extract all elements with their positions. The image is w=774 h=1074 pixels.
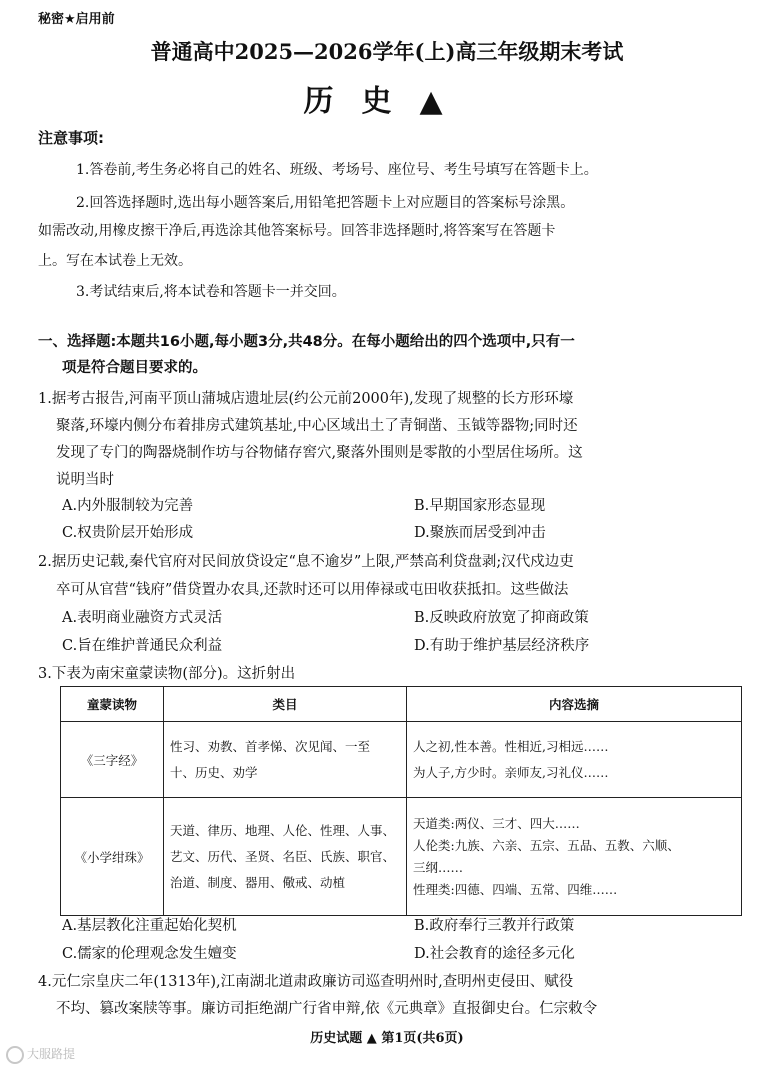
q3-table	[60, 686, 742, 916]
excerpt-line: 为人子,方少时。亲师友,习礼仪……	[413, 764, 609, 780]
page-footer: 历史试题 ▲ 第1页(共6页)	[310, 1031, 464, 1046]
q2-line-1: 2.据历史记载,秦代官府对民间放贷设定“息不逾岁”上限,严禁高利贷盘剥;汉代戍边吏	[38, 554, 574, 570]
q4-line-1: 4.元仁宗皇庆二年(1313年),江南湖北道肃政廉访司巡查明州时,查明州吏侵田、赋役	[38, 974, 574, 990]
table-header: 童蒙读物	[61, 687, 164, 722]
excerpt-line: 人伦类:九族、六亲、五宗、五品、五教、六顺、	[413, 837, 680, 853]
watermark-logo-icon	[6, 1046, 24, 1064]
q2-option-d[interactable]: D.有助于维护基层经济秩序	[414, 638, 590, 654]
excerpt-line: 性理类:四德、四端、五常、四维……	[413, 881, 618, 897]
excerpt-line: 人之初,性本善。性相近,习相远……	[413, 738, 609, 754]
q3-option-b[interactable]: B.政府奉行三教并行政策	[414, 918, 575, 934]
q1-option-a[interactable]: A.内外服制较为完善	[62, 498, 194, 514]
exam-title: 普通高中2025—2026学年(上)高三年级期末考试	[150, 39, 624, 64]
q3-stem: 3.下表为南宋童蒙读物(部分)。这折射出	[38, 666, 296, 682]
q1-option-c[interactable]: C.权贵阶层开始形成	[62, 525, 194, 541]
q1-option-d[interactable]: D.聚族而居受到冲击	[414, 525, 546, 541]
q1-option-b[interactable]: B.早期国家形态显现	[414, 498, 546, 514]
q1-line-4: 说明当时	[56, 472, 114, 488]
q3-option-a[interactable]: A.基层教化注重起始化契机	[62, 918, 237, 934]
notice-heading: 注意事项:	[38, 129, 104, 147]
q4-line-2: 不均、篡改案牍等事。廉访司拒绝湖广行省申辩,依《元典章》直报御史台。仁宗敕令	[56, 1001, 598, 1017]
table-header-row	[61, 687, 742, 722]
excerpt-line: 天道类:两仪、三才、四大……	[413, 815, 580, 831]
q1-line-2: 聚落,环壕内侧分布着排房式建筑基址,中心区域出土了青铜凿、玉钺等器物;同时还	[56, 418, 578, 434]
notice-line-1: 1.答卷前,考生务必将自己的姓名、班级、考场号、座位号、考生号填写在答题卡上。	[76, 162, 598, 178]
table-cell-book: 《小学绀珠》	[61, 798, 164, 916]
table-cell-categories	[164, 722, 407, 798]
q2-option-c[interactable]: C.旨在维护普通民众利益	[62, 638, 223, 654]
notice-line-5: 3.考试结束后,将本试卷和答题卡一并交回。	[76, 284, 346, 300]
notice-line-4: 上。写在本试卷上无效。	[38, 253, 192, 269]
table-cell-excerpt	[407, 722, 742, 798]
q2-option-a[interactable]: A.表明商业融资方式灵活	[62, 610, 223, 626]
table-header: 类目	[164, 687, 407, 722]
table-row	[61, 722, 742, 798]
subject-title: 历史▲	[303, 84, 471, 119]
category-line: 艺文、历代、圣贤、名臣、氏族、职官、	[170, 848, 396, 864]
table-header: 内容选摘	[407, 687, 742, 722]
watermark	[6, 1045, 75, 1064]
table-cell-categories	[164, 798, 407, 916]
q1-line-1: 1.据考古报告,河南平顶山蒲城店遗址层(约公元前2000年),发现了规整的长方形环壕	[38, 391, 574, 407]
q3-option-d[interactable]: D.社会教育的途径多元化	[414, 946, 575, 962]
section-heading: 一、选择题:本题共16小题,每小题3分,共48分。在每小题给出的四个选项中,只有一	[38, 334, 575, 350]
section-heading-cont: 项是符合题目要求的。	[62, 360, 207, 376]
watermark-text: 大服路提	[27, 1047, 76, 1061]
table-cell-excerpt	[407, 798, 742, 916]
confidential-label: 秘密★启用前	[38, 12, 115, 27]
q1-line-3: 发现了专门的陶器烧制作坊与谷物储存窖穴,聚落外围则是零散的小型居住场所。这	[56, 445, 583, 461]
notice-line-3: 如需改动,用橡皮擦干净后,再选涂其他答案标号。回答非选择题时,将答案写在答题卡	[38, 223, 556, 239]
notice-line-2: 2.回答选择题时,选出每小题答案后,用铅笔把答题卡上对应题目的答案标号涂黑。	[76, 195, 575, 211]
q2-option-b[interactable]: B.反映政府放宽了抑商政策	[414, 610, 589, 626]
category-line: 性习、劝教、首孝悌、次见闻、一至	[170, 738, 371, 754]
q3-option-c[interactable]: C.儒家的伦理观念发生嬗变	[62, 946, 237, 962]
table-row	[61, 798, 742, 916]
category-line: 天道、律历、地理、人伦、性理、人事、	[170, 822, 396, 838]
q2-line-2: 卒可从官营“钱府”借贷置办农具,还款时还可以用俸禄或屯田收获抵扣。这些做法	[56, 582, 569, 598]
category-line: 治道、制度、器用、儆戒、动植	[170, 874, 346, 890]
excerpt-line: 三纲……	[413, 859, 464, 875]
category-line: 十、历史、劝学	[170, 764, 258, 780]
table-cell-book: 《三字经》	[61, 722, 164, 798]
